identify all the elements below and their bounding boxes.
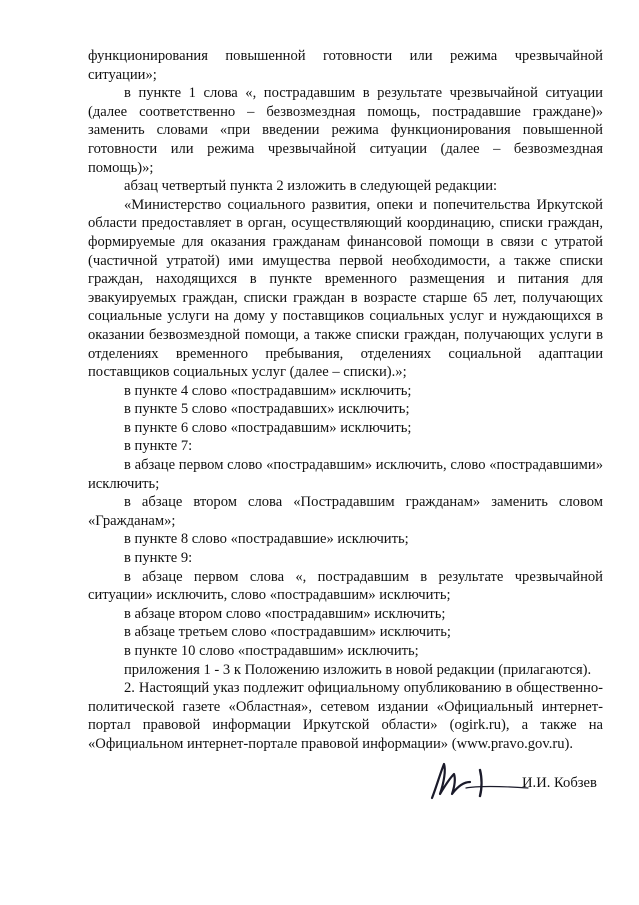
- paragraph-18: 2. Настоящий указ подлежит официальному опубликованию в общественно-политической газете «Областная», сетевом издании «Официальный интернет-портал правовой информации Иркутской области» (ogirk.ru), а также на «Официальном интернет-портале правовой информации» (www.pravo.gov.ru).: [88, 680, 603, 752]
- paragraph-13: в абзаце первом слова «, пострадавшим в результате чрезвычайной ситуации» исключить, слово «пострадавшим» исключить;: [88, 568, 603, 604]
- paragraph-17: приложения 1 - 3 к Положению изложить в новой редакции (прилагаются).: [124, 661, 592, 678]
- paragraph-9: в абзаце первом слово «пострадавшим» исключить, слово «пострадавшими» исключить;: [88, 457, 603, 492]
- paragraph-8: в пункте 7:: [124, 438, 193, 455]
- paragraph-3: абзац четвертый пункта 2 изложить в следующей редакции:: [124, 178, 498, 195]
- paragraph-6: в пункте 5 слово «пострадавших» исключить;: [124, 401, 410, 418]
- paragraph-1: функционирования повышенной готовности или режима чрезвычайной ситуации»;: [88, 48, 603, 83]
- paragraph-11: в пункте 8 слово «пострадавшие» исключить;: [124, 531, 409, 548]
- paragraph-15: в абзаце третьем слово «пострадавшим» исключить;: [124, 624, 451, 641]
- paragraph-4: «Министерство социального развития, опеки и попечительства Иркутской области предоставляет в орган, осуществляющий координацию, списки граждан, формируемые для оказания гражданам финансовой помощи в связи с утратой (частичной утратой) ими имущества первой необходимости, а также списки граждан, находящихся в пункте временного размещения и питания для эвакуируемых граждан, списки граждан в возрасте старше 65 лет, получающих социальные услуги на дому у поставщиков социальных услуг и нуждающихся в оказании безвозмездной помощи, а также списки граждан, получающих услуги в отделениях временного пребывания, отделениях социальной адаптации поставщиков социальных услуг (далее – списки).»;: [88, 196, 603, 381]
- paragraph-10: в абзаце втором слова «Пострадавшим гражданам» заменить словом «Гражданам»;: [88, 494, 603, 529]
- paragraph-16: в пункте 10 слово «пострадавшим» исключить;: [124, 643, 419, 659]
- paragraph-7: в пункте 6 слово «пострадавшим» исключить;: [124, 419, 412, 436]
- signature-block: [410, 748, 610, 808]
- paragraph-12: в пункте 9:: [124, 550, 193, 567]
- paragraph-14: в абзаце втором слово «пострадавшим» исключить;: [124, 605, 446, 622]
- signatory-name: И.И. Кобзев: [522, 775, 597, 791]
- paragraph-5: в пункте 4 слово «пострадавшим» исключить;: [124, 382, 412, 399]
- handwritten-signature-icon: [410, 748, 540, 808]
- document-body: [88, 47, 603, 754]
- paragraph-2: в пункте 1 слова «, пострадавшим в результате чрезвычайной ситуации (далее соответственно – безвозмездная помощь, пострадавшие граждане)» заменить словами «при введении режима функционирования повышенной готовности или режима чрезвычайной ситуации (далее – безвозмездная помощь)»;: [88, 85, 603, 176]
